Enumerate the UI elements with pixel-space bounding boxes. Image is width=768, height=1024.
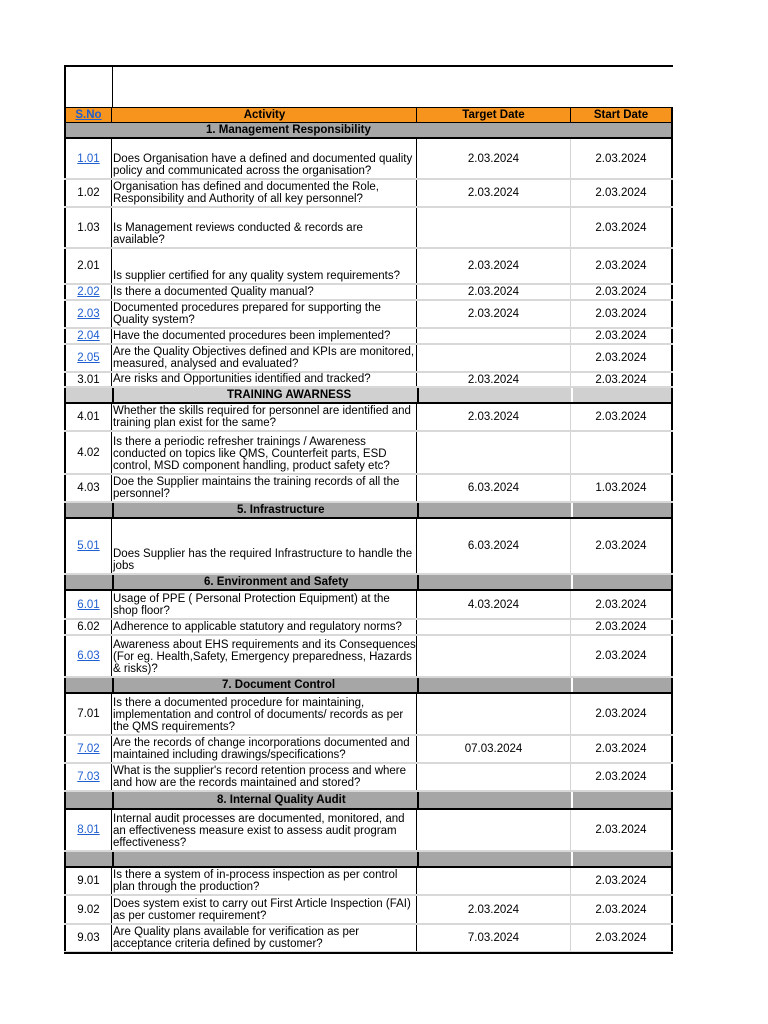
header-activity: Activity — [112, 108, 417, 122]
row-start-date: 2.03.2024 — [571, 519, 673, 573]
table-row — [64, 432, 673, 475]
row-start-date: 2.03.2024 — [571, 345, 673, 371]
table-row — [64, 591, 673, 620]
row-sno[interactable]: 6.01 — [64, 591, 112, 618]
row-sno: 4.02 — [64, 432, 112, 473]
row-target-date — [417, 810, 571, 850]
row-target-date: 2.03.2024 — [417, 249, 571, 283]
row-activity: Is there a system of in-process inspection as per control plan through the production? — [112, 868, 417, 894]
row-target-date — [417, 345, 571, 371]
row-target-date — [417, 868, 571, 894]
row-activity: Does Organisation have a defined and documented quality policy and communicated across the organisation? — [112, 139, 417, 178]
header-start-date: Start Date — [571, 108, 673, 122]
row-start-date: 2.03.2024 — [571, 301, 673, 327]
row-activity: Are the records of change incorporations documented and maintained including drawings/specifications? — [112, 736, 417, 762]
row-target-date — [417, 694, 571, 734]
row-activity: Are Quality plans available for verification as per acceptance criteria defined by customer? — [112, 925, 417, 951]
section-header-row — [64, 388, 673, 404]
row-start-date: 2.03.2024 — [571, 896, 673, 923]
row-sno[interactable]: 1.01 — [64, 139, 112, 178]
row-activity: Organisation has defined and documented the Role, Responsibility and Authority of all key personnel? — [112, 180, 417, 206]
table-row — [64, 373, 673, 388]
row-target-date: 2.03.2024 — [417, 896, 571, 923]
row-start-date: 2.03.2024 — [571, 810, 673, 850]
row-activity: Adherence to applicable statutory and regulatory norms? — [112, 620, 417, 634]
table-row — [64, 764, 673, 792]
row-sno: 9.03 — [64, 925, 112, 951]
section-header-row — [64, 678, 673, 694]
row-activity: Documented procedures prepared for supporting the Quality system? — [112, 301, 417, 327]
table-row — [64, 736, 673, 764]
row-sno[interactable]: 5.01 — [64, 519, 112, 573]
row-start-date: 2.03.2024 — [571, 925, 673, 951]
row-sno: 4.03 — [64, 475, 112, 501]
row-sno[interactable]: 2.02 — [64, 285, 112, 299]
row-start-date — [571, 432, 673, 473]
section-title: 6. Environment and Safety — [204, 576, 349, 588]
table-row — [64, 519, 673, 575]
row-sno: 6.02 — [64, 620, 112, 634]
table-row — [64, 208, 673, 249]
row-sno[interactable]: 6.03 — [64, 636, 112, 676]
row-activity: Are the Quality Objectives defined and KPIs are monitored, measured, analysed and evaluated? — [112, 345, 417, 371]
row-start-date: 2.03.2024 — [571, 139, 673, 178]
row-sno: 1.02 — [64, 180, 112, 206]
row-target-date: 6.03.2024 — [417, 475, 571, 501]
row-activity: Whether the skills required for personnel are identified and training plan exist for the same? — [112, 404, 417, 430]
row-start-date: 2.03.2024 — [571, 180, 673, 206]
table-row — [64, 345, 673, 373]
section-title: 1. Management Responsibility — [206, 124, 371, 136]
table-row — [64, 249, 673, 285]
row-target-date — [417, 208, 571, 247]
row-activity: Are risks and Opportunities identified and tracked? — [112, 373, 417, 386]
row-target-date — [417, 620, 571, 634]
row-start-date: 2.03.2024 — [571, 868, 673, 894]
row-target-date: 6.03.2024 — [417, 519, 571, 573]
row-activity: Does system exist to carry out First Article Inspection (FAI) as per customer requirement? — [112, 896, 417, 923]
row-start-date: 1.03.2024 — [571, 475, 673, 501]
row-start-date: 2.03.2024 — [571, 373, 673, 386]
row-target-date — [417, 636, 571, 676]
section-header-row — [64, 575, 673, 591]
row-target-date: 2.03.2024 — [417, 301, 571, 327]
row-sno[interactable]: 8.01 — [64, 810, 112, 850]
section-title: 7. Document Control — [222, 679, 336, 691]
table-header-row — [64, 107, 673, 123]
section-header-row — [64, 503, 673, 519]
table-row — [64, 404, 673, 432]
table-row — [64, 180, 673, 208]
row-target-date: 07.03.2024 — [417, 736, 571, 762]
header-sno[interactable]: S.No — [64, 108, 112, 122]
row-sno: 9.01 — [64, 868, 112, 894]
row-target-date: 2.03.2024 — [417, 139, 571, 178]
row-start-date: 2.03.2024 — [571, 636, 673, 676]
table-row — [64, 925, 673, 953]
table-row — [64, 868, 673, 896]
row-start-date: 2.03.2024 — [571, 329, 673, 343]
sheet-title-area — [64, 65, 673, 107]
row-start-date: 2.03.2024 — [571, 404, 673, 430]
table-row — [64, 475, 673, 503]
row-sno[interactable]: 7.02 — [64, 736, 112, 762]
row-sno: 9.02 — [64, 896, 112, 923]
row-activity: Awareness about EHS requirements and its Consequences (For eg. Health,Safety, Emergency preparedness, Hazards & risks)? — [112, 636, 417, 676]
table-row — [64, 329, 673, 345]
row-sno[interactable]: 2.05 — [64, 345, 112, 371]
table-bottom-border — [64, 952, 673, 954]
row-start-date: 2.03.2024 — [571, 208, 673, 247]
row-target-date: 2.03.2024 — [417, 180, 571, 206]
row-activity: Usage of PPE ( Personal Protection Equipment) at the shop floor? — [112, 591, 417, 618]
section-title: 5. Infrastructure — [237, 504, 325, 516]
row-target-date — [417, 764, 571, 790]
row-start-date: 2.03.2024 — [571, 694, 673, 734]
table-row — [64, 139, 673, 180]
row-activity: Is supplier certified for any quality system requirements? — [112, 249, 417, 283]
table-row — [64, 620, 673, 636]
row-sno[interactable]: 7.03 — [64, 764, 112, 790]
row-start-date: 2.03.2024 — [571, 736, 673, 762]
row-sno: 1.03 — [64, 208, 112, 247]
row-target-date: 4.03.2024 — [417, 591, 571, 618]
row-activity: Is Management reviews conducted & records are available? — [112, 208, 417, 247]
row-activity: Internal audit processes are documented, monitored, and an effectiveness measure exist to assess audit program effectiveness? — [112, 810, 417, 850]
row-sno: 2.01 — [64, 249, 112, 283]
row-target-date: 7.03.2024 — [417, 925, 571, 951]
row-activity: Doe the Supplier maintains the training records of all the personnel? — [112, 475, 417, 501]
table-row — [64, 896, 673, 925]
row-target-date — [417, 329, 571, 343]
row-activity: Is there a documented procedure for maintaining, implementation and control of documents/ records as per the QMS requirements? — [112, 694, 417, 734]
table-row — [64, 694, 673, 736]
row-target-date: 2.03.2024 — [417, 373, 571, 386]
row-target-date: 2.03.2024 — [417, 404, 571, 430]
row-start-date: 2.03.2024 — [571, 764, 673, 790]
row-sno: 4.01 — [64, 404, 112, 430]
row-sno[interactable]: 2.04 — [64, 329, 112, 343]
row-target-date: 2.03.2024 — [417, 285, 571, 299]
table-row — [64, 285, 673, 301]
section-title: TRAINING AWARNESS — [227, 389, 352, 401]
row-start-date: 2.03.2024 — [571, 285, 673, 299]
row-activity: What is the supplier's record retention process and where and how are the records maintained and stored? — [112, 764, 417, 790]
section-header-row — [64, 852, 673, 868]
table-row — [64, 636, 673, 678]
row-activity: Have the documented procedures been implemented? — [112, 329, 417, 343]
row-activity: Is there a periodic refresher trainings / Awareness conducted on topics like QMS, Counterfeit parts, ESD control, MSD component handling, product safety etc? — [112, 432, 417, 473]
row-activity: Does Supplier has the required Infrastructure to handle the jobs — [112, 519, 417, 573]
row-sno: 7.01 — [64, 694, 112, 734]
section-title: 8. Internal Quality Audit — [217, 794, 346, 806]
row-target-date — [417, 432, 571, 473]
row-activity: Is there a documented Quality manual? — [112, 285, 417, 299]
row-sno: 3.01 — [64, 373, 112, 386]
row-start-date: 2.03.2024 — [571, 620, 673, 634]
section-header-row — [64, 792, 673, 810]
table-row — [64, 810, 673, 852]
row-start-date: 2.03.2024 — [571, 591, 673, 618]
row-sno[interactable]: 2.03 — [64, 301, 112, 327]
header-target-date: Target Date — [417, 108, 571, 122]
row-start-date: 2.03.2024 — [571, 249, 673, 283]
table-row — [64, 301, 673, 329]
section-header-row — [64, 123, 673, 139]
